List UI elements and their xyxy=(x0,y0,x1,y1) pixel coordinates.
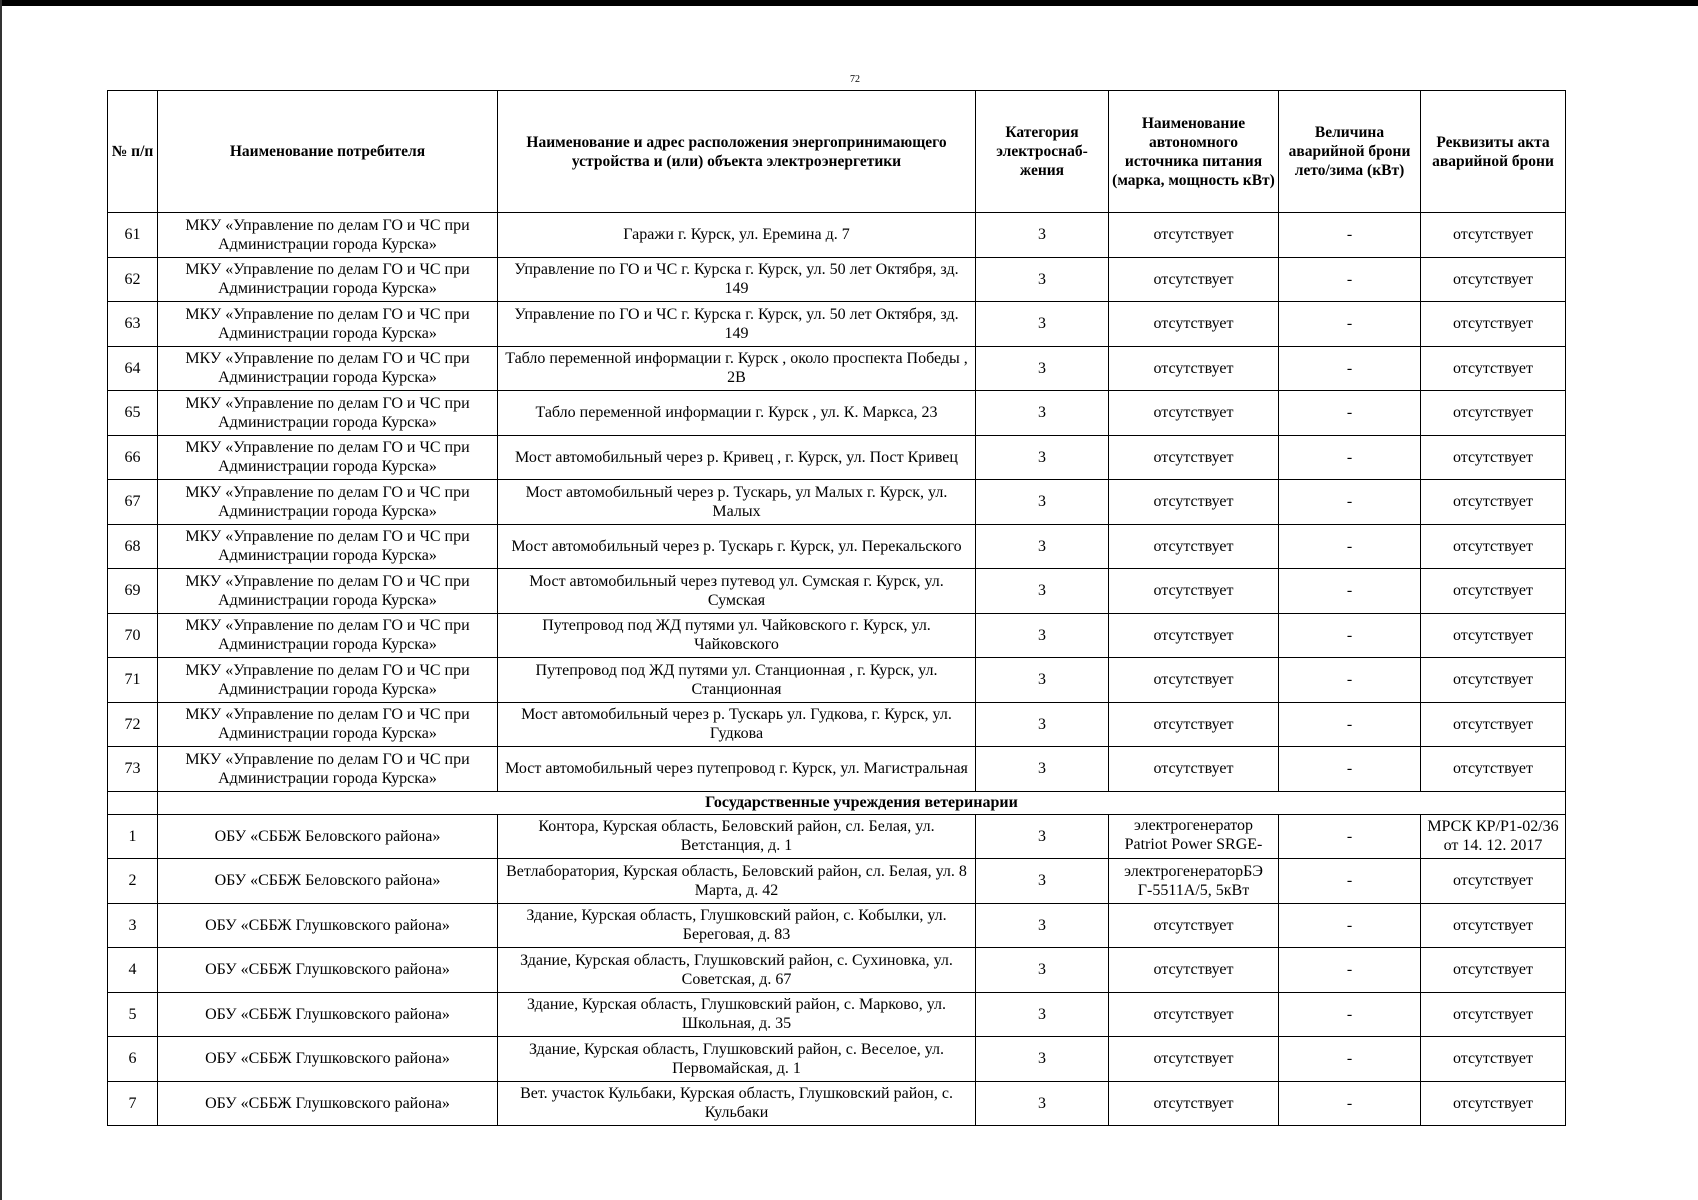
table-row xyxy=(108,346,1566,391)
cell-source: отсутствует xyxy=(1109,391,1279,436)
cell-source: отсутствует xyxy=(1109,435,1279,480)
cell-num: 5 xyxy=(108,992,158,1037)
cell-num: 3 xyxy=(108,903,158,948)
cell-object: Мост автомобильный через путевод ул. Сумская г. Курск, ул. Сумская xyxy=(498,569,976,614)
cell-reserve: - xyxy=(1279,524,1421,569)
cell-reserve: - xyxy=(1279,213,1421,258)
cell-consumer: МКУ «Управление по делам ГО и ЧС при Администрации города Курска» xyxy=(158,702,498,747)
cell-consumer: МКУ «Управление по делам ГО и ЧС при Администрации города Курска» xyxy=(158,213,498,258)
table-row xyxy=(108,948,1566,993)
cell-reserve: - xyxy=(1279,903,1421,948)
cell-num: 71 xyxy=(108,658,158,703)
cell-consumer: МКУ «Управление по делам ГО и ЧС при Администрации города Курска» xyxy=(158,257,498,302)
cell-object: Здание, Курская область, Глушковский район, с. Марково, ул. Школьная, д. 35 xyxy=(498,992,976,1037)
cell-num: 2 xyxy=(108,859,158,904)
cell-act: отсутствует xyxy=(1421,903,1566,948)
cell-act: отсутствует xyxy=(1421,524,1566,569)
cell-source: отсутствует xyxy=(1109,302,1279,347)
table-row xyxy=(108,391,1566,436)
cell-act: отсутствует xyxy=(1421,1081,1566,1126)
cell-category: 3 xyxy=(976,435,1109,480)
cell-consumer: МКУ «Управление по делам ГО и ЧС при Администрации города Курска» xyxy=(158,391,498,436)
cell-source: электрогенераторБЭ Г-5511А/5, 5кВт xyxy=(1109,859,1279,904)
table-header-row xyxy=(108,91,1566,213)
cell-consumer: МКУ «Управление по делам ГО и ЧС при Администрации города Курска» xyxy=(158,524,498,569)
cell-source: отсутствует xyxy=(1109,702,1279,747)
cell-category: 3 xyxy=(976,257,1109,302)
cell-category: 3 xyxy=(976,213,1109,258)
table-row xyxy=(108,1081,1566,1126)
header-object: Наименование и адрес расположения энергопринимающего устройства и (или) объекта электроэнергетики xyxy=(498,91,976,213)
cell-category: 3 xyxy=(976,948,1109,993)
cell-source: отсутствует xyxy=(1109,1081,1279,1126)
cell-category: 3 xyxy=(976,302,1109,347)
cell-reserve: - xyxy=(1279,658,1421,703)
table-row xyxy=(108,1037,1566,1082)
scan-edge-left xyxy=(0,0,2,1200)
cell-consumer: ОБУ «СББЖ Глушковского района» xyxy=(158,948,498,993)
cell-num: 63 xyxy=(108,302,158,347)
cell-num: 62 xyxy=(108,257,158,302)
table-row xyxy=(108,302,1566,347)
cell-source: отсутствует xyxy=(1109,903,1279,948)
cell-object: Путепровод под ЖД путями ул. Чайковского г. Курск, ул. Чайковского xyxy=(498,613,976,658)
cell-reserve: - xyxy=(1279,992,1421,1037)
cell-source: отсутствует xyxy=(1109,480,1279,525)
cell-reserve: - xyxy=(1279,480,1421,525)
cell-num: 7 xyxy=(108,1081,158,1126)
scan-edge-top xyxy=(0,0,1698,6)
cell-num: 65 xyxy=(108,391,158,436)
cell-reserve: - xyxy=(1279,569,1421,614)
cell-source-wrap xyxy=(1109,814,1279,859)
table-row xyxy=(108,569,1566,614)
cell-source: отсутствует xyxy=(1109,948,1279,993)
cell-consumer: ОБУ «СББЖ Глушковского района» xyxy=(158,903,498,948)
cell-num: 69 xyxy=(108,569,158,614)
cell-category: 3 xyxy=(976,346,1109,391)
cell-act: отсутствует xyxy=(1421,613,1566,658)
cell-act: отсутствует xyxy=(1421,480,1566,525)
cell-consumer: ОБУ «СББЖ Глушковского района» xyxy=(158,1081,498,1126)
cell-consumer: ОБУ «СББЖ Глушковского района» xyxy=(158,1037,498,1082)
cell-reserve: - xyxy=(1279,1081,1421,1126)
cell-num: 4 xyxy=(108,948,158,993)
cell-category: 3 xyxy=(976,480,1109,525)
cell-object: Здание, Курская область, Глушковский район, с. Веселое, ул. Первомайская, д. 1 xyxy=(498,1037,976,1082)
cell-object: Мост автомобильный через р. Кривец , г. Курск, ул. Пост Кривец xyxy=(498,435,976,480)
table-row xyxy=(108,859,1566,904)
cell-act: отсутствует xyxy=(1421,747,1566,792)
cell-category: 3 xyxy=(976,702,1109,747)
header-source: Наименование автономного источника питания (марка, мощность кВт) xyxy=(1109,91,1279,213)
table-row xyxy=(108,480,1566,525)
cell-object: Вет. участок Кульбаки, Курская область, Глушковский район, с. Кульбаки xyxy=(498,1081,976,1126)
cell-num: 68 xyxy=(108,524,158,569)
cell-reserve: - xyxy=(1279,948,1421,993)
cell-object: Мост автомобильный через р. Тускарь ул. Гудкова, г. Курск, ул. Гудкова xyxy=(498,702,976,747)
cell-act: отсутствует xyxy=(1421,435,1566,480)
cell-reserve: - xyxy=(1279,859,1421,904)
cell-object: Мост автомобильный через р. Тускарь, ул Малых г. Курск, ул. Малых xyxy=(498,480,976,525)
cell-act: отсутствует xyxy=(1421,1037,1566,1082)
cell-category: 3 xyxy=(976,814,1109,859)
cell-object: Мост автомобильный через р. Тускарь г. Курск, ул. Перекальского xyxy=(498,524,976,569)
cell-num: 64 xyxy=(108,346,158,391)
cell-source: отсутствует xyxy=(1109,992,1279,1037)
cell-reserve: - xyxy=(1279,1037,1421,1082)
cell-category: 3 xyxy=(976,747,1109,792)
cell-consumer: МКУ «Управление по делам ГО и ЧС при Администрации города Курска» xyxy=(158,658,498,703)
table-row xyxy=(108,747,1566,792)
cell-act: отсутствует xyxy=(1421,391,1566,436)
cell-object: Табло переменной информации г. Курск , ул. К. Маркса, 23 xyxy=(498,391,976,436)
table-row xyxy=(108,524,1566,569)
cell-category: 3 xyxy=(976,658,1109,703)
cell-category: 3 xyxy=(976,1037,1109,1082)
cell-num: 66 xyxy=(108,435,158,480)
cell-num: 1 xyxy=(108,814,158,859)
cell-object: Путепровод под ЖД путями ул. Станционная , г. Курск, ул. Станционная xyxy=(498,658,976,703)
cell-consumer: МКУ «Управление по делам ГО и ЧС при Администрации города Курска» xyxy=(158,747,498,792)
cell-source: отсутствует xyxy=(1109,1037,1279,1082)
cell-object: Управление по ГО и ЧС г. Курска г. Курск, ул. 50 лет Октября, зд. 149 xyxy=(498,302,976,347)
table-row xyxy=(108,903,1566,948)
cell-source: отсутствует xyxy=(1109,346,1279,391)
cell-source: отсутствует xyxy=(1109,257,1279,302)
table-row xyxy=(108,613,1566,658)
cell-source: отсутствует xyxy=(1109,524,1279,569)
cell-source: отсутствует xyxy=(1109,613,1279,658)
cell-consumer: МКУ «Управление по делам ГО и ЧС при Администрации города Курска» xyxy=(158,613,498,658)
cell-act: отсутствует xyxy=(1421,213,1566,258)
cell-act: отсутствует xyxy=(1421,948,1566,993)
cell-object: Ветлаборатория, Курская область, Беловский район, сл. Белая, ул. 8 Марта, д. 42 xyxy=(498,859,976,904)
cell-act: отсутствует xyxy=(1421,569,1566,614)
cell-reserve: - xyxy=(1279,814,1421,859)
cell-category: 3 xyxy=(976,613,1109,658)
cell-num: 61 xyxy=(108,213,158,258)
cell-object: Мост автомобильный через путепровод г. Курск, ул. Магистральная xyxy=(498,747,976,792)
cell-reserve: - xyxy=(1279,747,1421,792)
cell-reserve: - xyxy=(1279,613,1421,658)
cell-act: отсутствует xyxy=(1421,302,1566,347)
cell-category: 3 xyxy=(976,903,1109,948)
cell-num: 70 xyxy=(108,613,158,658)
cell-category: 3 xyxy=(976,859,1109,904)
table-row xyxy=(108,992,1566,1037)
cell-object: Здание, Курская область, Глушковский район, с. Сухиновка, ул. Советская, д. 67 xyxy=(498,948,976,993)
cell-reserve: - xyxy=(1279,346,1421,391)
cell-consumer: МКУ «Управление по делам ГО и ЧС при Администрации города Курска» xyxy=(158,435,498,480)
cell-reserve: - xyxy=(1279,302,1421,347)
cell-source: отсутствует xyxy=(1109,569,1279,614)
cell-num: 72 xyxy=(108,702,158,747)
page-number: 72 xyxy=(850,74,860,85)
cell-act: отсутствует xyxy=(1421,859,1566,904)
cell-reserve: - xyxy=(1279,391,1421,436)
cell-object: Табло переменной информации г. Курск , около проспекта Победы , 2В xyxy=(498,346,976,391)
cell-num: 73 xyxy=(108,747,158,792)
cell-act: МРСК КР/Р1-02/36 от 14. 12. 2017 xyxy=(1427,818,1559,855)
cell-consumer: ОБУ «СББЖ Глушковского района» xyxy=(158,992,498,1037)
cell-category: 3 xyxy=(976,391,1109,436)
cell-consumer: ОБУ «СББЖ Беловского района» xyxy=(158,859,498,904)
table-row xyxy=(108,435,1566,480)
header-act: Реквизиты акта аварийной брони xyxy=(1421,91,1566,213)
cell-source: электрогенератор Patriot Power SRGE- xyxy=(1124,817,1263,854)
cell-category: 3 xyxy=(976,524,1109,569)
cell-object: Контора, Курская область, Беловский район, сл. Белая, ул. Ветстанция, д. 1 xyxy=(498,814,976,859)
cell-consumer: МКУ «Управление по делам ГО и ЧС при Администрации города Курска» xyxy=(158,302,498,347)
table-row xyxy=(108,658,1566,703)
header-reserve: Величина аварийной брони лето/зима (кВт) xyxy=(1279,91,1421,213)
cell-category: 3 xyxy=(976,569,1109,614)
section-title: Государственные учреждения ветеринарии xyxy=(158,791,1566,814)
cell-act: отсутствует xyxy=(1421,346,1566,391)
cell-consumer: МКУ «Управление по делам ГО и ЧС при Администрации города Курска» xyxy=(158,346,498,391)
cell-act: отсутствует xyxy=(1421,658,1566,703)
cell-act-wrap xyxy=(1421,814,1566,859)
cell-consumer: МКУ «Управление по делам ГО и ЧС при Администрации города Курска» xyxy=(158,480,498,525)
header-category: Категория электроснаб-жения xyxy=(976,91,1109,213)
cell-reserve: - xyxy=(1279,257,1421,302)
cell-reserve: - xyxy=(1279,435,1421,480)
cell-consumer: МКУ «Управление по делам ГО и ЧС при Администрации города Курска» xyxy=(158,569,498,614)
cell-act: отсутствует xyxy=(1421,702,1566,747)
table-row xyxy=(108,213,1566,258)
cell-category: 3 xyxy=(976,1081,1109,1126)
cell-act: отсутствует xyxy=(1421,257,1566,302)
cell-consumer: ОБУ «СББЖ Беловского района» xyxy=(158,814,498,859)
cell-source: отсутствует xyxy=(1109,213,1279,258)
cell-category: 3 xyxy=(976,992,1109,1037)
consumer-table xyxy=(107,90,1566,1126)
table-row xyxy=(108,702,1566,747)
header-consumer: Наименование потребителя xyxy=(158,91,498,213)
cell-act: отсутствует xyxy=(1421,992,1566,1037)
table-row xyxy=(108,257,1566,302)
cell-source: отсутствует xyxy=(1109,747,1279,792)
cell-object: Гаражи г. Курск, ул. Еремина д. 7 xyxy=(498,213,976,258)
cell-source: отсутствует xyxy=(1109,658,1279,703)
cell-reserve: - xyxy=(1279,702,1421,747)
section-row xyxy=(108,791,1566,814)
cell-num: 67 xyxy=(108,480,158,525)
cell-object: Здание, Курская область, Глушковский район, с. Кобылки, ул. Береговая, д. 83 xyxy=(498,903,976,948)
cell-num: 6 xyxy=(108,1037,158,1082)
cell-object: Управление по ГО и ЧС г. Курска г. Курск, ул. 50 лет Октября, зд. 149 xyxy=(498,257,976,302)
table-row xyxy=(108,814,1566,859)
section-empty-cell xyxy=(108,791,158,814)
header-num: № п/п xyxy=(108,91,158,213)
